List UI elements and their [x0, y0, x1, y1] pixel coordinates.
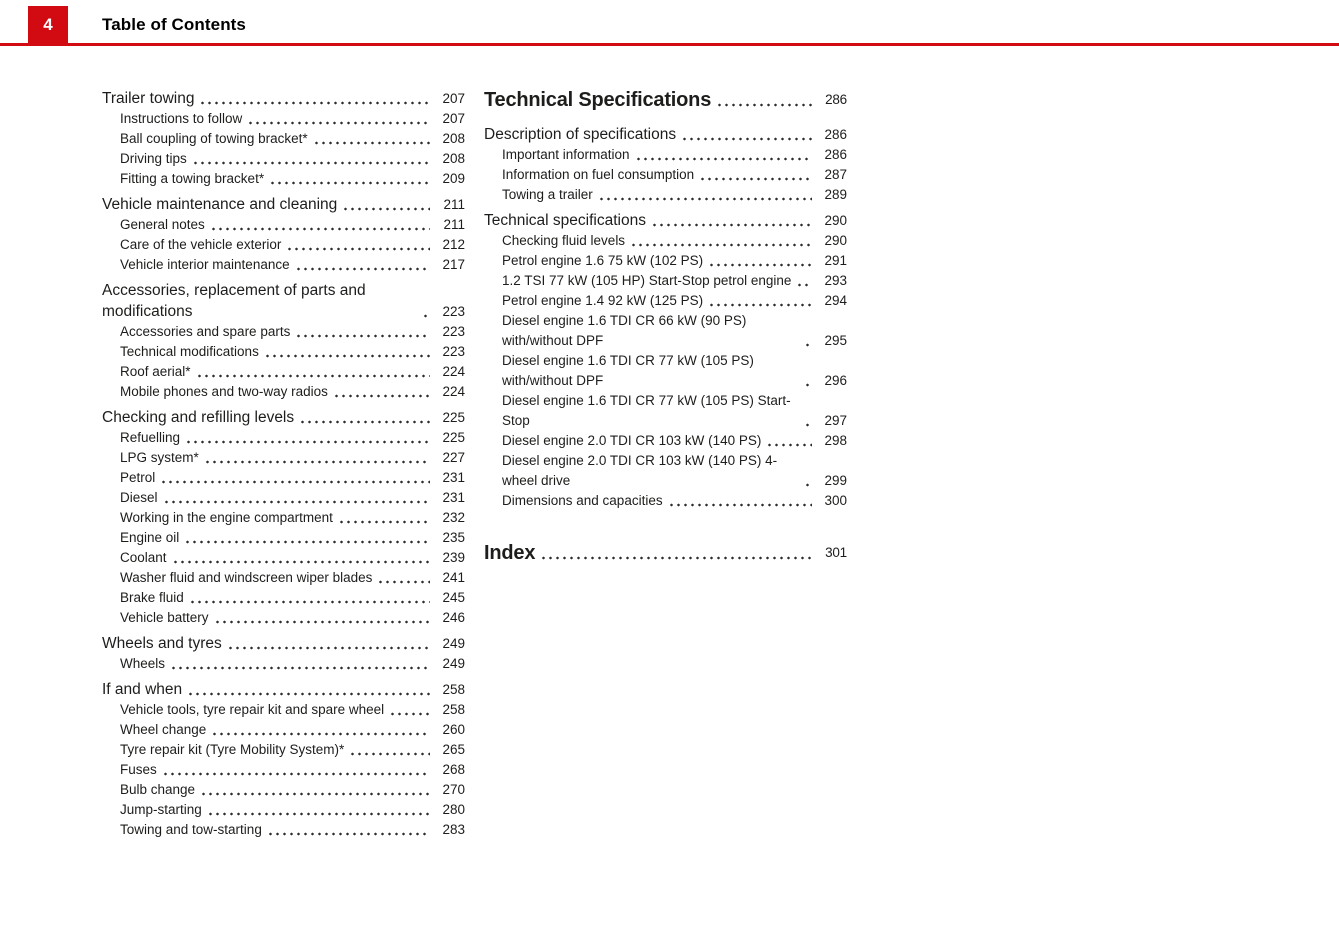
dot-leader — [540, 556, 812, 560]
entry-page: 211 — [443, 217, 465, 232]
entry-label: Technical modifications — [120, 344, 259, 359]
dot-leader — [598, 197, 812, 201]
entry-label: Wheel change — [120, 722, 207, 737]
dot-leader — [333, 394, 430, 398]
entry-label: Diesel engine 2.0 TDI CR 103 kW (140 PS) — [502, 433, 762, 448]
entry-page: 287 — [824, 167, 847, 182]
toc-entry — [102, 407, 465, 428]
dot-leader — [338, 520, 430, 524]
dot-leader — [635, 157, 812, 161]
dot-leader — [196, 374, 430, 378]
toc-entry — [484, 491, 847, 511]
toc-entry — [484, 185, 847, 205]
dot-leader — [184, 540, 430, 544]
toc-entry — [102, 194, 465, 215]
dot-leader — [422, 314, 430, 318]
toc-entry — [102, 720, 465, 740]
entry-label: LPG system* — [120, 450, 199, 465]
toc-entry — [484, 145, 847, 165]
entry-page: 260 — [442, 722, 465, 737]
toc-entry — [484, 231, 847, 251]
entry-page: 207 — [442, 91, 465, 106]
entry-label: Coolant — [120, 550, 167, 565]
entry-label: Wheels and tyres — [102, 635, 222, 652]
toc-entry — [484, 311, 847, 351]
toc-entry — [102, 215, 465, 235]
entry-page: 212 — [442, 237, 465, 252]
entry-page: 245 — [442, 590, 465, 605]
toc-entry — [484, 541, 847, 565]
dot-leader — [189, 600, 430, 604]
entry-label: Roof aerial* — [120, 364, 191, 379]
toc-entry — [102, 740, 465, 760]
dot-leader — [804, 383, 812, 387]
toc-entry — [484, 391, 847, 431]
entry-page: 232 — [442, 510, 465, 525]
entry-page: 217 — [442, 257, 465, 272]
dot-leader — [286, 247, 430, 251]
entry-label: Towing and tow-starting — [120, 822, 262, 837]
toc-entry — [102, 149, 465, 169]
toc-column-right — [484, 88, 847, 840]
toc-entry — [102, 280, 465, 322]
entry-page: 299 — [824, 473, 847, 488]
entry-page: 289 — [824, 187, 847, 202]
entry-page: 241 — [442, 570, 465, 585]
dot-leader — [199, 101, 430, 105]
entry-page: 224 — [442, 384, 465, 399]
dot-leader — [185, 440, 430, 444]
entry-page: 286 — [824, 127, 847, 142]
entry-page: 258 — [442, 702, 465, 717]
entry-page: 209 — [442, 171, 465, 186]
entry-label: Wheels — [120, 656, 166, 671]
toc-entry — [102, 528, 465, 548]
entry-page: 301 — [825, 545, 847, 560]
entry-label: Ball coupling of towing bracket* — [120, 131, 308, 146]
entry-label: Trailer towing — [102, 90, 195, 107]
dot-leader — [269, 181, 430, 185]
entry-page: 286 — [825, 92, 847, 107]
entry-page: 293 — [824, 273, 847, 288]
entry-page: 208 — [442, 151, 465, 166]
dot-leader — [162, 772, 430, 776]
page-number-badge — [28, 6, 68, 43]
entry-page: 297 — [824, 413, 847, 428]
entry-page: 294 — [824, 293, 847, 308]
entry-page: 231 — [442, 490, 465, 505]
entry-label: Important information — [502, 147, 630, 162]
toc-entry — [102, 679, 465, 700]
entry-label: Engine oil — [120, 530, 180, 545]
entry-page: 223 — [442, 304, 465, 319]
toc-entry — [102, 129, 465, 149]
dot-leader — [804, 423, 812, 427]
toc-column-left — [102, 88, 465, 840]
toc-entry — [102, 800, 465, 820]
dot-leader — [214, 620, 430, 624]
entry-label: Dimensions and capacities — [502, 493, 663, 508]
entry-label: Towing a trailer — [502, 187, 593, 202]
dot-leader — [349, 752, 430, 756]
toc-entry — [102, 488, 465, 508]
toc-entry — [102, 760, 465, 780]
toc-entry — [484, 124, 847, 145]
entry-page: 223 — [442, 344, 465, 359]
toc-entry — [102, 588, 465, 608]
toc-entry — [102, 700, 465, 720]
toc-entry — [102, 322, 465, 342]
toc-entry — [102, 820, 465, 840]
dot-leader — [681, 137, 812, 141]
entry-label: Diesel engine 2.0 TDI CR 103 kW (140 PS) 4-wheel drive — [502, 453, 778, 488]
entry-label: Brake fluid — [120, 590, 184, 605]
entry-page: 295 — [824, 333, 847, 348]
toc-entry — [102, 235, 465, 255]
entry-page: 291 — [824, 253, 847, 268]
dot-leader — [699, 177, 812, 181]
entry-label: Technical specifications — [484, 212, 646, 229]
dot-leader — [668, 503, 812, 507]
entry-page: 211 — [443, 197, 465, 212]
entry-page: 290 — [824, 233, 847, 248]
entry-page: 283 — [442, 822, 465, 837]
entry-page: 270 — [442, 782, 465, 797]
toc-entry — [102, 362, 465, 382]
entry-label: Description of specifications — [484, 126, 677, 143]
entry-page: 239 — [442, 550, 465, 565]
entry-label: Care of the vehicle exterior — [120, 237, 282, 252]
dot-leader — [192, 161, 430, 165]
dot-leader — [170, 666, 430, 670]
dot-leader — [204, 460, 430, 464]
dot-leader — [708, 303, 812, 307]
entry-label: Bulb change — [120, 782, 196, 797]
dot-leader — [299, 420, 430, 424]
dot-leader — [804, 483, 812, 487]
page-title: Table of Contents — [102, 15, 246, 34]
toc-entry — [102, 428, 465, 448]
entry-page: 258 — [442, 682, 465, 697]
entry-label: Checking fluid levels — [502, 233, 626, 248]
dot-leader — [295, 334, 430, 338]
entry-label: Vehicle battery — [120, 610, 209, 625]
dot-leader — [766, 443, 812, 447]
toc-entry — [484, 165, 847, 185]
entry-label: Diesel engine 1.6 TDI CR 77 kW (105 PS) Start-Stop — [502, 393, 791, 428]
toc-entry — [484, 451, 847, 491]
toc-entry — [484, 271, 847, 291]
toc-entry — [102, 468, 465, 488]
entry-label: Petrol — [120, 470, 156, 485]
entry-page: 265 — [442, 742, 465, 757]
entry-page: 223 — [442, 324, 465, 339]
entry-page: 224 — [442, 364, 465, 379]
dot-leader — [804, 343, 812, 347]
toc-entry — [102, 88, 465, 109]
dot-leader — [207, 812, 430, 816]
entry-label: Index — [484, 542, 536, 564]
entry-page: 208 — [442, 131, 465, 146]
dot-leader — [210, 227, 430, 231]
entry-page: 296 — [824, 373, 847, 388]
entry-page: 286 — [824, 147, 847, 162]
entry-label: Washer fluid and windscreen wiper blades — [120, 570, 373, 585]
entry-label: Instructions to follow — [120, 111, 243, 126]
entry-label: Fitting a towing bracket* — [120, 171, 265, 186]
entry-label: If and when — [102, 681, 183, 698]
toc-columns — [102, 88, 847, 840]
toc-entry — [102, 508, 465, 528]
entry-page: 249 — [442, 636, 465, 651]
entry-page: 235 — [442, 530, 465, 545]
toc-entry — [102, 633, 465, 654]
entry-label: Petrol engine 1.4 92 kW (125 PS) — [502, 293, 704, 308]
toc-entry — [102, 448, 465, 468]
toc-entry — [484, 210, 847, 231]
entry-label: Diesel — [120, 490, 158, 505]
toc-entry — [102, 548, 465, 568]
dot-leader — [163, 500, 430, 504]
entry-label: Checking and refilling levels — [102, 409, 295, 426]
entry-label: Petrol engine 1.6 75 kW (102 PS) — [502, 253, 704, 268]
toc-entry — [102, 654, 465, 674]
entry-page: 246 — [442, 610, 465, 625]
entry-label: Driving tips — [120, 151, 187, 166]
dot-leader — [295, 267, 430, 271]
page-number: 4 — [43, 14, 53, 34]
dot-leader — [313, 141, 430, 145]
entry-label: Refuelling — [120, 430, 181, 445]
entry-label: Vehicle maintenance and cleaning — [102, 196, 338, 213]
entry-label: Information on fuel consumption — [502, 167, 695, 182]
toc-entry — [484, 251, 847, 271]
toc-entry — [102, 780, 465, 800]
entry-label: Technical Specifications — [484, 89, 712, 111]
entry-label: Vehicle tools, tyre repair kit and spare wheel — [120, 702, 385, 717]
entry-page: 280 — [442, 802, 465, 817]
toc-entry — [102, 608, 465, 628]
dot-leader — [264, 354, 430, 358]
header-rule — [0, 43, 1339, 46]
toc-entry — [102, 169, 465, 189]
toc-entry — [484, 431, 847, 451]
dot-leader — [211, 732, 430, 736]
entry-page: 225 — [442, 430, 465, 445]
entry-label: Working in the engine compartment — [120, 510, 333, 525]
dot-leader — [796, 283, 812, 287]
toc-entry — [484, 88, 847, 112]
dot-leader — [227, 646, 430, 650]
dot-leader — [708, 263, 812, 267]
toc-entry — [102, 109, 465, 129]
entry-page: 249 — [442, 656, 465, 671]
entry-page: 207 — [442, 111, 465, 126]
entry-label: Jump-starting — [120, 802, 202, 817]
entry-label: 1.2 TSI 77 kW (105 HP) Start-Stop petrol engine — [502, 273, 792, 288]
dot-leader — [172, 560, 430, 564]
entry-page: 300 — [824, 493, 847, 508]
dot-leader — [716, 103, 812, 107]
entry-page: 231 — [442, 470, 465, 485]
entry-page: 298 — [824, 433, 847, 448]
dot-leader — [200, 792, 430, 796]
dot-leader — [267, 832, 430, 836]
entry-label: Fuses — [120, 762, 157, 777]
dot-leader — [651, 223, 812, 227]
entry-label: Mobile phones and two-way radios — [120, 384, 328, 399]
dot-leader — [160, 480, 430, 484]
entry-label: Tyre repair kit (Tyre Mobility System)* — [120, 742, 345, 757]
dot-leader — [377, 580, 430, 584]
entry-label: Accessories, replacement of parts and modifications — [102, 282, 366, 320]
toc-entry — [102, 255, 465, 275]
dot-leader — [389, 712, 430, 716]
toc-entry — [102, 568, 465, 588]
entry-page: 227 — [442, 450, 465, 465]
toc-entry — [102, 342, 465, 362]
entry-page: 268 — [442, 762, 465, 777]
entry-label: Diesel engine 1.6 TDI CR 66 kW (90 PS) with/without DPF — [502, 313, 747, 348]
entry-label: General notes — [120, 217, 205, 232]
entry-page: 290 — [824, 213, 847, 228]
entry-label: Accessories and spare parts — [120, 324, 291, 339]
toc-entry — [484, 351, 847, 391]
dot-leader — [630, 243, 812, 247]
dot-leader — [247, 121, 430, 125]
toc-entry — [102, 382, 465, 402]
entry-label: Diesel engine 1.6 TDI CR 77 kW (105 PS) with/without DPF — [502, 353, 754, 388]
dot-leader — [342, 207, 430, 211]
toc-entry — [484, 291, 847, 311]
entry-label: Vehicle interior maintenance — [120, 257, 290, 272]
entry-page: 225 — [442, 410, 465, 425]
dot-leader — [187, 692, 430, 696]
